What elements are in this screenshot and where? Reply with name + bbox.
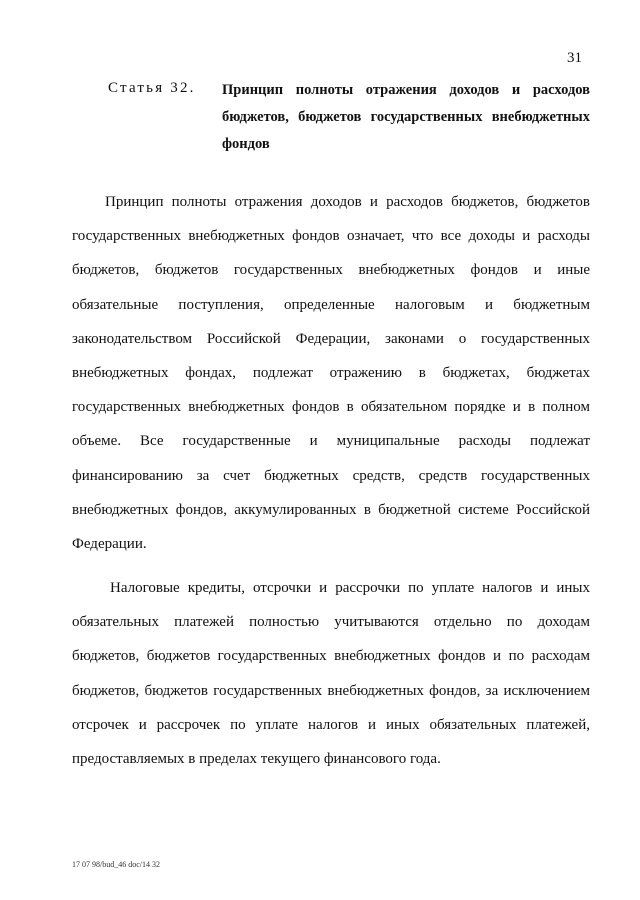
article-label: Статья 32. [108,80,196,96]
footer-file-reference: 17 07 98/bud_46 doc/14 32 [72,860,160,869]
paragraph-1: Принцип полноты отражения доходов и расходов бюджетов, бюджетов государственных внебюджетных фондов означает, что все доходы и расходы бюджетов, бюджетов государственных внебюджетных фондов и иные обязательные поступления, определенные налоговым и бюджетным законодательством Российской Федерации, законами о государственных внебюджетных фондах, подлежат отражению в бюджетах, бюджетах государственных внебюджетных фондов в обязательном порядке и в полном объеме. Все государственные и муниципальные расходы подлежат финансированию за счет бюджетных средств, средств государственных внебюджетных фондов, аккумулированных в бюджетной системе Российской Федерации. [72,194,590,553]
page-number: 31 [567,50,582,66]
paragraph-2: Налоговые кредиты, отсрочки и рассрочки по уплате налогов и иных обязательных платежей полностью учитываются отдельно по доходам бюджетов, бюджетов государственных внебюджетных фондов и по расходам бюджетов, бюджетов государственных внебюджетных фондов, за исключением отсрочек и рассрочек по уплате налогов и иных обязательных платежей, предоставляемых в пределах текущего финансового года. [72,580,590,768]
article-title: Принцип полноты отражения доходов и расходов бюджетов, бюджетов государственных внебюджетных фондов [222,82,590,152]
